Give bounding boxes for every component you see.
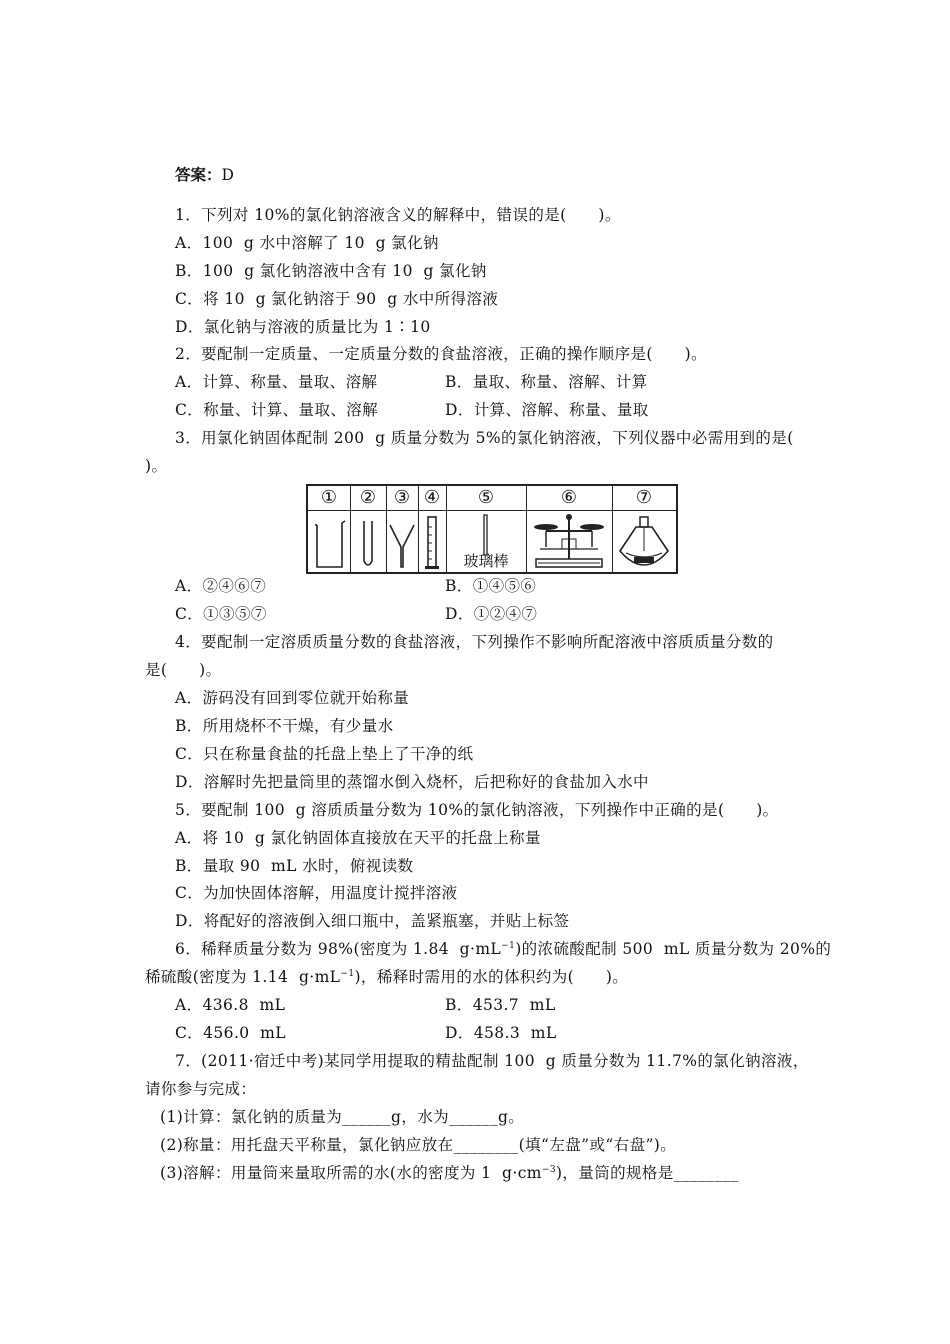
q1-option-d: D．氯化钠与溶液的质量比为 1∶10 [175, 318, 431, 336]
q5-option-d: D．将配好的溶液倒入细口瓶中，盖紧瓶塞，并贴上标签 [175, 912, 570, 930]
q7-part-3-sup: −3 [541, 1164, 556, 1175]
apparatus-cell-2 [350, 486, 387, 572]
q4-option-d: D．溶解时先把量筒里的蒸馏水倒入烧杯，后把称好的食盐加入水中 [175, 773, 649, 791]
q5-stem: 5．要配制 100 g 溶质质量分数为 10%的氯化钠溶液，下列操作中正确的是( )。 [175, 801, 779, 819]
apparatus-header-4: ④ [418, 486, 446, 511]
q1-stem: 1．下列对 10%的氯化钠溶液含义的解释中，错误的是( )。 [175, 206, 621, 224]
q6-stem-line1-b: )的浓硫酸配制 500 mL 质量分数为 20%的 [515, 940, 832, 958]
q3-option-a: A．②④⑥⑦ [175, 577, 267, 595]
beaker-icon [308, 511, 350, 571]
apparatus-header-3: ③ [386, 486, 418, 511]
apparatus-cell-7 [612, 486, 676, 572]
apparatus-header-2: ② [350, 486, 386, 511]
q2-option-a: A．计算、称量、量取、溶解 [175, 373, 378, 391]
q1-option-c: C．将 10 g 氯化钠溶于 90 g 水中所得溶液 [175, 290, 499, 308]
q5-option-b: B．量取 90 mL 水时，俯视读数 [175, 857, 414, 875]
q7-part-3 [160, 1163, 739, 1183]
answer-line [175, 163, 234, 185]
q3-option-c: C．①③⑤⑦ [175, 605, 267, 623]
apparatus-cell-5 [446, 486, 527, 572]
q6-stem-line2-b: )，稀释时需用的水的体积约为( )。 [354, 968, 629, 986]
q6-stem-line2-a: 稀硫酸(密度为 1.14 g·mL [145, 968, 341, 986]
q6-option-c: C．456.0 mL [175, 1024, 286, 1042]
q5-option-a: A．将 10 g 氯化钠固体直接放在天平的托盘上称量 [175, 829, 541, 847]
q6-stem-line2 [145, 967, 628, 987]
q6-option-d: D．458.3 mL [445, 1024, 557, 1042]
answer-value: D [221, 166, 234, 184]
q6-sup-1: −1 [501, 940, 516, 951]
test-tube-icon [350, 511, 386, 571]
q7-stem-line2: 请你参与完成： [145, 1080, 257, 1098]
alcohol-lamp-icon [612, 511, 676, 571]
graduated-cylinder-icon [418, 511, 446, 571]
q7-part-2: (2)称量：用托盘天平称量，氯化钠应放在________(填“左盘”或“右盘”)。 [160, 1136, 677, 1154]
apparatus-cell-3 [386, 486, 419, 572]
q4-stem-line2: 是( )。 [145, 661, 222, 679]
apparatus-cell-1 [308, 486, 351, 572]
q7-part-1: (1)计算：氯化钠的质量为______g，水为______g。 [160, 1108, 525, 1126]
q2-option-c: C．称量、计算、量取、溶解 [175, 401, 379, 419]
q7-part-3-b: )，量筒的规格是________ [555, 1164, 739, 1182]
q6-option-a: A．436.8 mL [175, 996, 286, 1014]
apparatus-header-7: ⑦ [612, 486, 676, 511]
q3-stem-line1: 3．用氯化钠固体配制 200 g 质量分数为 5%的氯化钠溶液，下列仪器中必需用到的是( [175, 429, 794, 447]
q1-option-b: B．100 g 氯化钠溶液中含有 10 g 氯化钠 [175, 262, 487, 280]
answer-label: 答案： [175, 165, 222, 184]
glass-rod-label: 玻璃棒 [463, 552, 509, 570]
q4-option-a: A．游码没有回到零位就开始称量 [175, 689, 410, 707]
apparatus-header-1: ① [308, 486, 350, 511]
q4-stem-line1: 4．要配制一定溶质质量分数的食盐溶液，下列操作不影响所配溶液中溶质质量分数的 [175, 633, 774, 651]
q6-sup-2: −1 [340, 968, 355, 979]
apparatus-table [306, 484, 678, 574]
q7-stem-line1: 7．(2011·宿迁中考)某同学用提取的精盐配制 100 g 质量分数为 11.7%的氯化钠溶液， [175, 1052, 809, 1070]
apparatus-header-6: ⑥ [526, 486, 612, 511]
q2-stem: 2．要配制一定质量、一定质量分数的食盐溶液，正确的操作顺序是( )。 [175, 345, 707, 363]
q4-option-b: B．所用烧杯不干燥，有少量水 [175, 717, 394, 735]
apparatus-cell-6 [526, 486, 613, 572]
q6-option-b: B．453.7 mL [445, 996, 556, 1014]
apparatus-header-5: ⑤ [446, 486, 526, 511]
q4-option-c: C．只在称量食盐的托盘上垫上了干净的纸 [175, 745, 474, 763]
balance-icon [526, 511, 612, 571]
q5-option-c: C．为加快固体溶解，用温度计搅拌溶液 [175, 884, 458, 902]
q7-part-3-a: (3)溶解：用量筒来量取所需的水(水的密度为 1 g·cm [160, 1164, 542, 1182]
q6-stem-line1-a: 6．稀释质量分数为 98%(密度为 1.84 g·mL [175, 940, 502, 958]
apparatus-cell-4 [418, 486, 447, 572]
q2-option-b: B．量取、称量、溶解、计算 [445, 373, 648, 391]
q6-stem-line1 [175, 939, 831, 959]
q3-option-b: B．①④⑤⑥ [445, 577, 537, 595]
q1-option-a: A．100 g 水中溶解了 10 g 氯化钠 [175, 234, 439, 252]
funnel-icon [386, 511, 418, 571]
q3-stem-line2: )。 [145, 457, 168, 475]
q2-option-d: D．计算、溶解、称量、量取 [445, 401, 649, 419]
q3-option-d: D．①②④⑦ [445, 605, 538, 623]
